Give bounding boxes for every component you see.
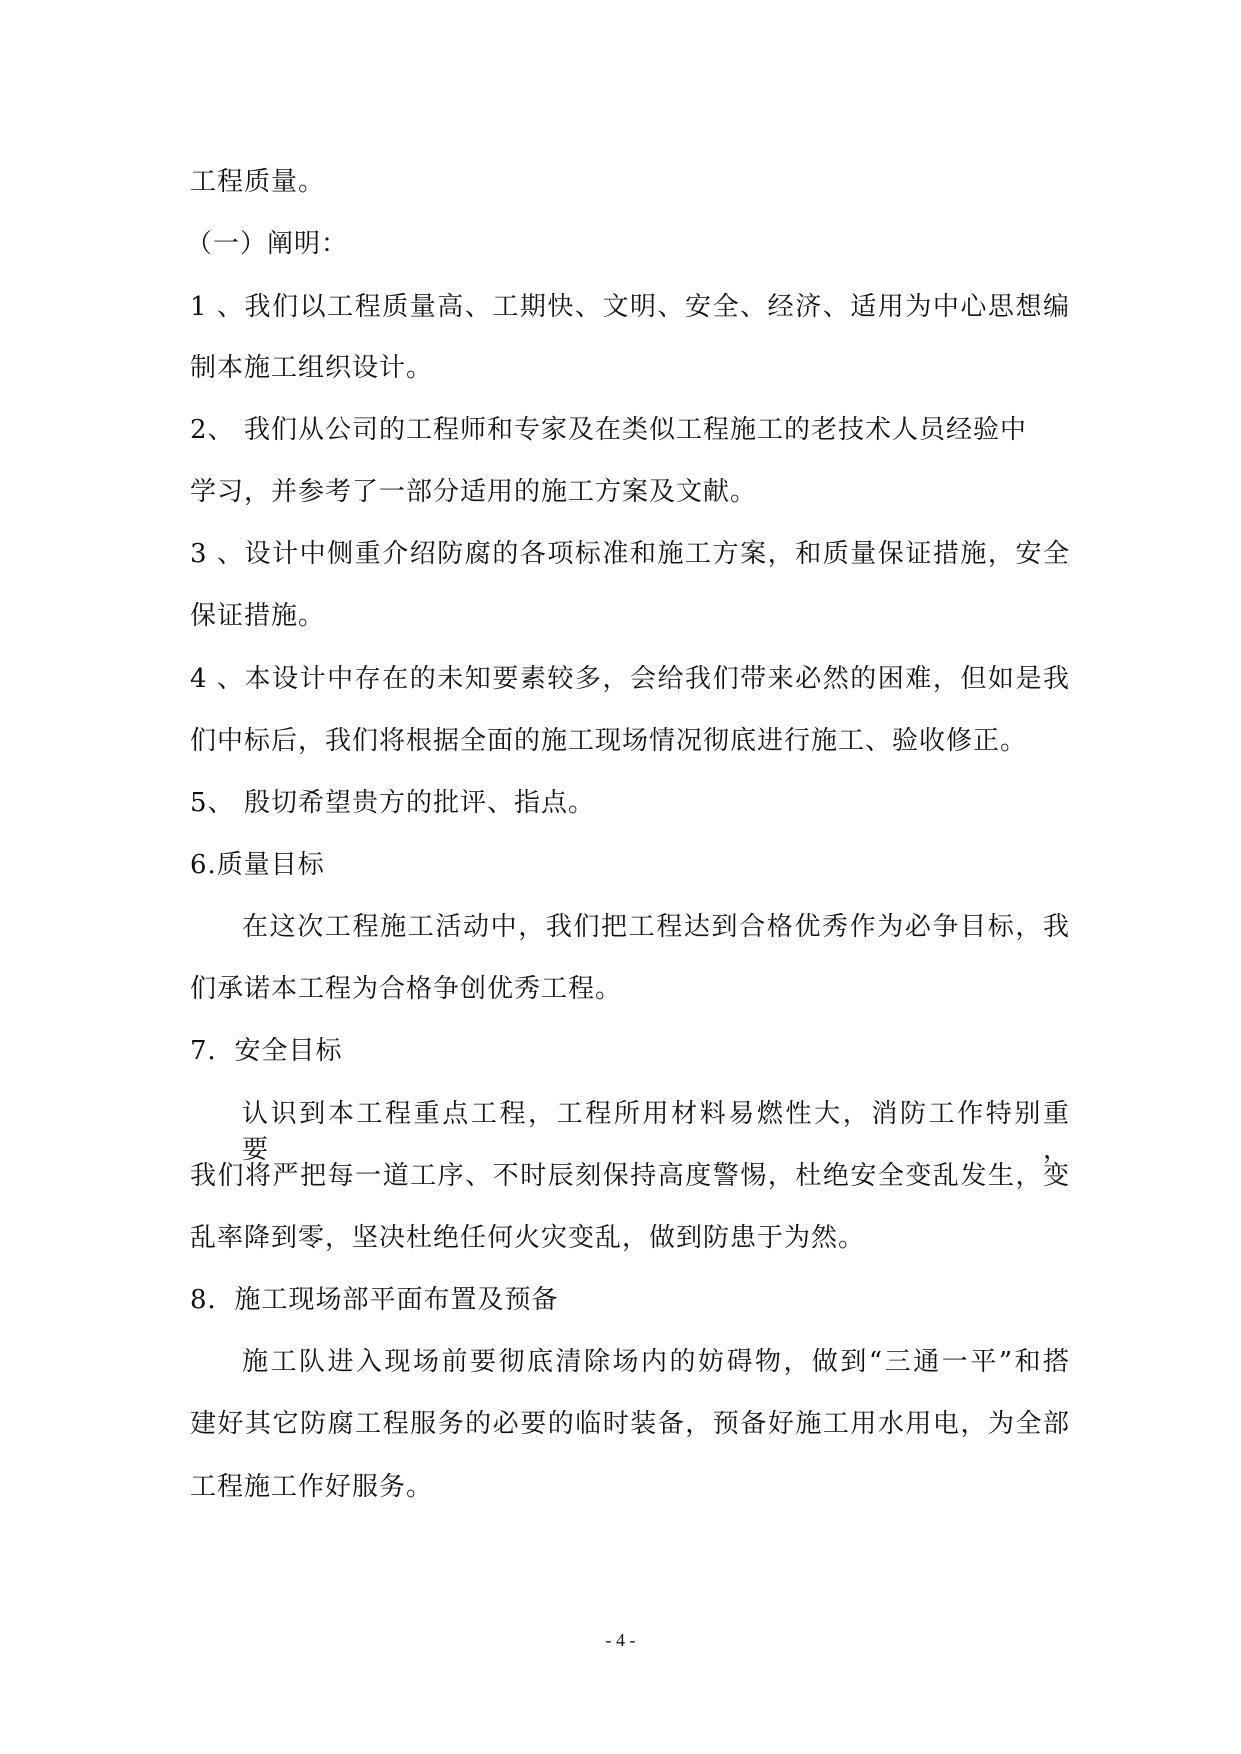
list-item-2-text: 我们从公司的工程师和专家及在类似工程施工的老技术人员经验中	[244, 415, 1028, 445]
list-item-3-continuation: 保证措施。	[190, 601, 326, 631]
list-item-5-text: 殷切希望贵方的批评、指点。	[244, 788, 596, 818]
paragraph-site-line-1: 施工队进入现场前要彻底清除场内的妨碍物，做到“三通一平”和搭	[242, 1347, 1070, 1377]
list-item-4	[190, 661, 1070, 697]
list-item-3	[190, 536, 1070, 572]
section-heading-site-layout: 8．施工现场部平面布置及预备	[190, 1285, 559, 1315]
section-heading-explanation: （一）阐明：	[186, 229, 349, 259]
text-line-1: 工程质量。	[190, 167, 326, 197]
section-heading-quality-goal: 6.质量目标	[190, 850, 325, 880]
section-heading-safety-goal: 7．安全目标	[190, 1036, 343, 1066]
paragraph-safety-line-2: 我们将严把每一道工序、不时辰刻保持高度警惕，杜绝安全变乱发生，变	[190, 1161, 1070, 1191]
list-item-1-continuation: 制本施工组织设计。	[190, 353, 434, 383]
list-item-4-continuation: 们中标后，我们将根据全面的施工现场情况彻底进行施工、验收修正。	[190, 726, 1028, 756]
paragraph-site-line-3: 工程施工作好服务。	[190, 1472, 434, 1502]
paragraph-site-line-2: 建好其它防腐工程服务的必要的临时装备，预备好施工用水用电，为全部	[190, 1409, 1070, 1439]
list-item-2-continuation: 学习，并参考了一部分适用的施工方案及文献。	[190, 477, 758, 507]
list-number-5: 5、	[190, 788, 235, 818]
paragraph-safety-line-3: 乱率降到零，坚决杜绝任何火灾变乱，做到防患于为然。	[190, 1223, 866, 1253]
paragraph-safety-line-1: 认识到本工程重点工程，工程所用材料易燃性大，消防工作特别重要，	[242, 1099, 1070, 1165]
list-item-3-text: 设计中侧重介绍防腐的各项标准和施工方案，和质量保证措施，安全	[244, 539, 1070, 569]
list-item-5	[190, 785, 1070, 821]
list-item-4-text: 本设计中存在的未知要素较多，会给我们带来必然的困难，但如是我	[244, 664, 1070, 694]
list-number-2: 2、	[190, 415, 235, 445]
list-number-1: 1、	[190, 292, 244, 322]
page-number: - 4 -	[605, 1630, 636, 1650]
list-item-2	[190, 412, 1070, 448]
list-number-4: 4、	[190, 664, 244, 694]
paragraph-quality-line-1: 在这次工程施工活动中，我们把工程达到合格优秀作为必争目标，我	[242, 912, 1070, 942]
list-item-1	[190, 289, 1070, 325]
list-item-1-text: 我们以工程质量高、工期快、文明、安全、经济、适用为中心思想编	[244, 292, 1070, 322]
list-number-3: 3、	[190, 539, 244, 569]
paragraph-quality-line-2: 们承诺本工程为合格争创优秀工程。	[190, 974, 623, 1004]
